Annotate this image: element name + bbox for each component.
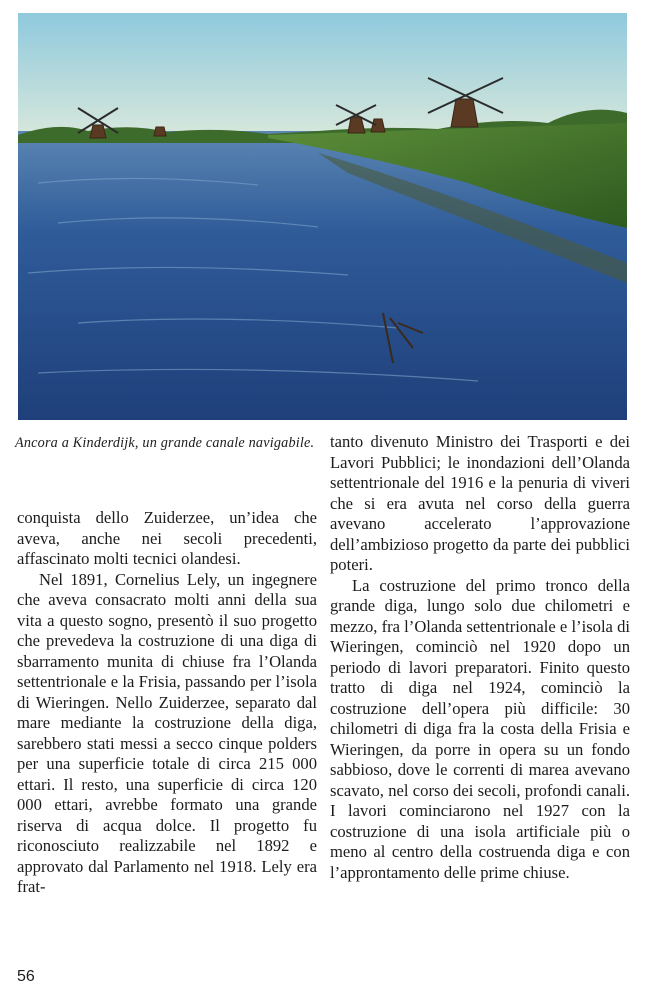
kinderdijk-canal-windmills-photo [18, 13, 627, 420]
paragraph: Nel 1891, Cornelius Lely, un ingegnere che aveva consacrato molti anni della sua vita a questo sogno, presentò il suo progetto che prevedeva la costruzione di una diga di sbarramento munita di chiuse fra l’Olanda settentrionale e la Frisia, passando per l’isola di Wieringen. Nello Zuiderzee, separato dal mare mediante la costruzione della diga, sarebbero stati messi a secco cinque polders per una superficie totale di circa 215 000 ettari. Il resto, una superficie di circa 120 000 ettari, avrebbe formato una grande riserva di acqua dolce. Il progetto fu riconosciuto realizzabile nel 1892 e approvato dal Parlamento nel 1918. Lely era frat- [17, 569, 317, 896]
left-text-column [17, 508, 317, 898]
canal-photo [18, 13, 627, 420]
paragraph: tanto divenuto Ministro dei Trasporti e dei Lavori Pubblici; le inondazioni dell’Olanda settentrionale del 1916 e la penuria di viveri che si era avuta nel corso della guerra avevano accelerato l’approvazione dell’ambizioso progetto da parte dei pubblici poteri. [330, 432, 630, 574]
paragraph: La costruzione del primo tronco della grande diga, lungo solo due chilometri e mezzo, fra l’Olanda settentrionale e l’isola di Wieringen, cominciò nel 1920 dopo un periodo di lavori preparatori. Finito questo tratto di diga nel 1924, cominciò la costruzione dell’opera più difficile: 30 chilometri di diga fra la costa della Frisia e Wieringen, da porre in opera su un fondo sabbioso, dove le correnti di marea avevano scavato, nel corso dei secoli, profondi canali. I lavori cominciarono nel 1927 con la costruzione di una isola artificiale più o meno al centro della costruenda diga e con l’approntamento delle prime chiuse. [330, 575, 630, 882]
right-text-column [330, 432, 630, 883]
paragraph: conquista dello Zuiderzee, un’idea che aveva, anche nei secoli precedenti, affascinato molti tecnici olandesi. [17, 508, 317, 568]
page-number: 56 [17, 968, 35, 985]
photo-caption: Ancora a Kinderdijk, un grande canale navigabile. [15, 435, 315, 451]
